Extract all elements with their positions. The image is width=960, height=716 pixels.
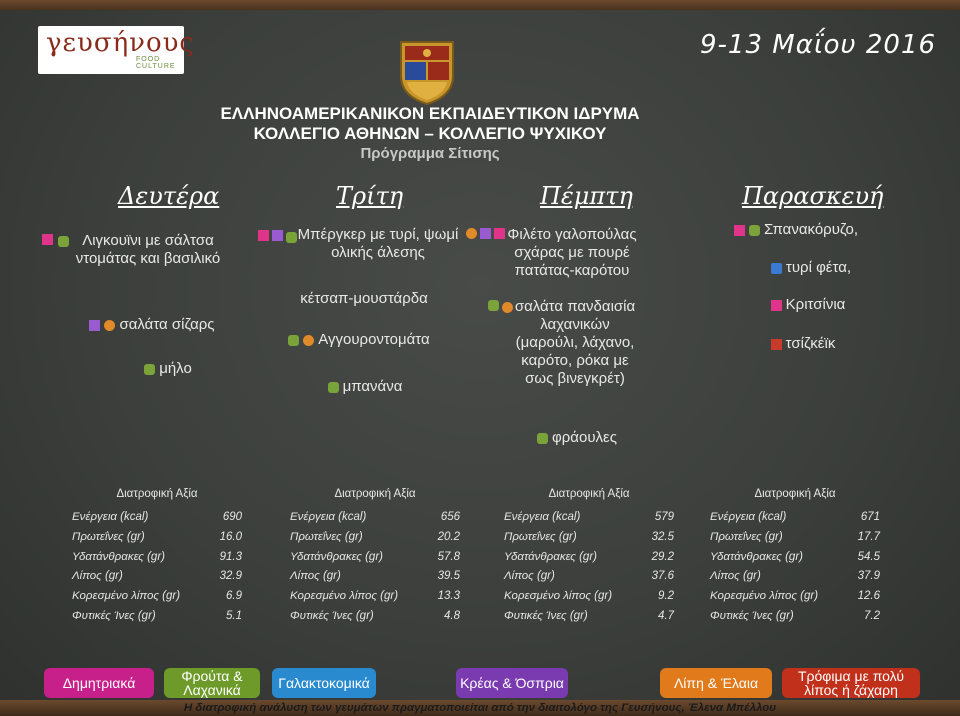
fruits-marker-icon (537, 433, 548, 444)
meal-item (72, 316, 232, 334)
nutrition-row: Ενέργεια (kcal) 690 (72, 511, 242, 523)
logo-subtext: FOOD CULTURE (136, 56, 176, 70)
meal-text: Φιλέτο γαλοπούλας σχάρας με πουρέ πατάτας-καρότου (507, 226, 637, 279)
cereals-marker-icon (42, 234, 53, 245)
nutrition-row: Φυτικές Ίνες (gr) 4.7 (504, 609, 674, 622)
meal-text: Μπέργκερ με τυρί, ψωμί ολικής άλεσης (297, 226, 459, 261)
nutrition-row: Πρωτεΐνες (gr) 20.2 (290, 530, 460, 543)
page-subtitle: Πρόγραμμα Σίτισης (360, 145, 500, 162)
fruits-marker-icon (488, 300, 499, 311)
meal-item (706, 221, 886, 239)
meal-text: Λιγκουϊνι με σάλτσα ντομάτας και βασιλικό (75, 232, 221, 267)
title-line-2: ΚΟΛΛΕΓΙΟ ΑΘΗΝΩΝ – ΚΟΛΛΕΓΙΟ ΨΥΧΙΚΟΥ (253, 124, 607, 143)
fats-marker-icon (466, 228, 477, 239)
nutrition-row: Λίπος (gr) 37.6 (504, 570, 674, 583)
meal-item (532, 429, 622, 447)
legend-cereals: Δημητριακά (44, 668, 154, 698)
meal-text: σαλάτα πανδαισία λαχανικών (μαρούλι, λάχανο, καρότο, ρόκα με σως βινεγκρέτ) (514, 298, 636, 387)
nutrition-row: Ενέργεια (kcal) 579 (504, 511, 674, 523)
cereals-marker-icon (734, 225, 745, 236)
meat-marker-icon (89, 320, 100, 331)
meal-text: Αγγουροντομάτα (318, 331, 430, 348)
fruits-marker-icon (749, 225, 760, 236)
meal-item (274, 331, 444, 349)
fats-marker-icon (502, 302, 513, 313)
fruits-marker-icon (144, 364, 155, 375)
nutrition-title: Διατροφική Αξία (548, 488, 630, 500)
meal-item (40, 232, 240, 268)
dates: 9-13 Μαΐου 2016 (700, 30, 937, 60)
legend-meat-legumes: Κρέας & Όσπρια (456, 668, 568, 698)
nutrition-row: Ενέργεια (kcal) 656 (290, 511, 460, 523)
meal-item (320, 378, 410, 396)
logo (38, 26, 195, 74)
nutrition-row: Πρωτεΐνες (gr) 32.5 (504, 530, 674, 543)
day-tuesday: Τρίτη (336, 182, 404, 210)
nutrition-row: Φυτικές Ίνες (gr) 4.8 (290, 609, 460, 622)
meal-item (258, 226, 468, 262)
logo-text: γευσήνους (46, 28, 195, 58)
meal-item (758, 335, 848, 353)
nutrition-row: Λίπος (gr) 32.9 (72, 570, 242, 583)
day-monday: Δευτέρα (118, 182, 220, 210)
nutrition-row: Κορεσμένο λίπος (gr) 9.2 (504, 590, 674, 603)
meal-item (758, 296, 858, 314)
meat-marker-icon (272, 230, 283, 241)
nutrition-table-friday (710, 488, 880, 627)
meal-item (466, 226, 666, 280)
footer-note: Η διατροφική ανάλυση των γευμάτων πραγματοποιείται από την διαιτολόγο της Γευσήνους, Έλενα Μπέλλου (183, 702, 777, 714)
meal-item (756, 259, 866, 277)
board-frame-top (0, 0, 960, 10)
legend-high-fat-sugar: Τρόφιμα με πολύ λίπος ή ζάχαρη (782, 668, 920, 698)
fruits-marker-icon (58, 236, 69, 247)
cereals-marker-icon (494, 228, 505, 239)
nutrition-title: Διατροφική Αξία (116, 488, 198, 500)
legend-dairy: Γαλακτοκομικά (272, 668, 376, 698)
title-line-1: ΕΛΛΗΝΟΑΜΕΡΙΚΑΝΙΚΟΝ ΕΚΠΑΙΔΕΥΤΙΚΟΝ ΙΔΡΥΜΑ (220, 104, 640, 123)
nutrition-row: Λίπος (gr) 39.5 (290, 570, 460, 583)
meal-text: φράουλες (552, 429, 617, 446)
meal-text: Σπανακόρυζο, (763, 221, 859, 238)
nutrition-table-thursday (504, 488, 674, 627)
dairy-marker-icon (771, 263, 782, 274)
nutrition-title: Διατροφική Αξία (334, 488, 416, 500)
cereals-marker-icon (258, 230, 269, 241)
sweets-marker-icon (771, 339, 782, 350)
nutrition-row: Κορεσμένο λίπος (gr) 12.6 (710, 590, 880, 603)
meal-text: Κριτσίνια (785, 296, 846, 313)
nutrition-row: Φυτικές Ίνες (gr) 7.2 (710, 609, 880, 622)
cereals-marker-icon (771, 300, 782, 311)
nutrition-row: Φυτικές Ίνες (gr) 5.1 (72, 609, 242, 622)
nutrition-row: Κορεσμένο λίπος (gr) 13.3 (290, 590, 460, 603)
meal-text: τσίζκέϊκ (785, 335, 836, 352)
legend-fruits-vegetables: Φρούτα & Λαχανικά (164, 668, 260, 698)
page-heading (160, 104, 700, 164)
school-emblem-icon (395, 38, 459, 106)
nutrition-row: Υδατάνθρακες (gr) 91.3 (72, 550, 242, 563)
nutrition-row: Υδατάνθρακες (gr) 29.2 (504, 550, 674, 563)
legend-fats-oils: Λίπη & Έλαια (660, 668, 772, 698)
fats-marker-icon (104, 320, 115, 331)
nutrition-table-tuesday (290, 488, 460, 627)
meal-text: σαλάτα σίζαρς (119, 316, 215, 333)
fruits-marker-icon (286, 232, 297, 243)
nutrition-row: Υδατάνθρακες (gr) 57.8 (290, 550, 460, 563)
nutrition-table-monday (72, 488, 242, 627)
meat-marker-icon (480, 228, 491, 239)
nutrition-row: Ενέργεια (kcal) 671 (710, 511, 880, 523)
fats-marker-icon (303, 335, 314, 346)
nutrition-row: Πρωτεΐνες (gr) 16.0 (72, 530, 242, 543)
nutrition-row: Πρωτεΐνες (gr) 17.7 (710, 530, 880, 543)
nutrition-title: Διατροφική Αξία (754, 488, 836, 500)
day-thursday: Πέμπτη (540, 182, 633, 210)
meal-text: μήλο (159, 360, 192, 377)
nutrition-row: Κορεσμένο λίπος (gr) 6.9 (72, 590, 242, 603)
meal-item (128, 360, 208, 378)
meal-item (284, 290, 444, 308)
meal-text: μπανάνα (342, 378, 403, 395)
meal-text: κέτσαπ-μουστάρδα (300, 290, 428, 307)
fruits-marker-icon (288, 335, 299, 346)
meal-text: τυρί φέτα, (785, 259, 852, 276)
meal-item (488, 298, 648, 388)
nutrition-row: Λίπος (gr) 37.9 (710, 570, 880, 583)
fruits-marker-icon (328, 382, 339, 393)
nutrition-row: Υδατάνθρακες (gr) 54.5 (710, 550, 880, 563)
day-friday: Παρασκευή (742, 182, 884, 210)
